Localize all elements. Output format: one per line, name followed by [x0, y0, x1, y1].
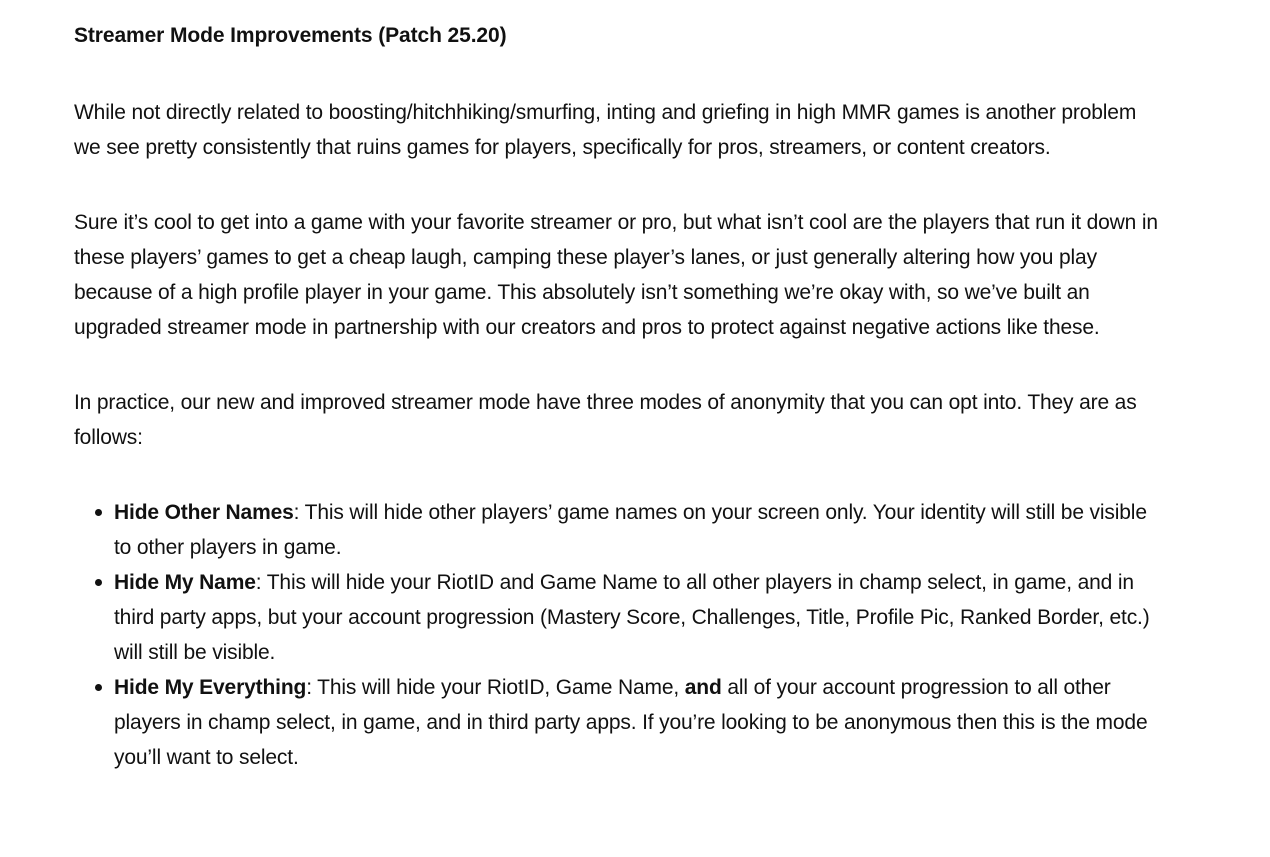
- mode-description-emphasis: and: [684, 676, 722, 699]
- paragraph-context: Sure it’s cool to get into a game with your favorite streamer or pro, but what isn’t cool are the players that run it down in these players’ games to get a cheap laugh, camping these player’s lanes, or just generally altering how you play because of a high profile player in your game. This absolutely isn’t something we’re okay with, so we’ve built an upgraded streamer mode in partnership with our creators and pros to protect against negative actions like these.: [74, 211, 1158, 339]
- list-item-hide-my-name: [114, 565, 1164, 670]
- mode-title: Hide My Name: [114, 571, 256, 594]
- mode-description-end: all of your account progression to all other players in champ select, in game, and in third party apps. If you’re looking to be anonymous then this is the mode you’ll want to select.: [114, 676, 1148, 769]
- bullet-dot-icon: [95, 579, 102, 586]
- list-item-hide-other-names: [114, 495, 1164, 565]
- article-body: [74, 20, 1164, 775]
- mode-description: : This will hide your RiotID and Game Name to all other players in champ select, in game, and in third party apps, but your account progression (Mastery Score, Challenges, Title, Profile Pic, Ranked Border, etc.) will still be visible.: [114, 571, 1150, 664]
- bullet-dot-icon: [95, 509, 102, 516]
- mode-description: : This will hide other players’ game names on your screen only. Your identity will still be visible to other players in game.: [114, 501, 1147, 559]
- section-heading: Streamer Mode Improvements (Patch 25.20): [74, 24, 507, 47]
- mode-title: Hide My Everything: [114, 676, 307, 699]
- paragraph-modes-intro: In practice, our new and improved streamer mode have three modes of anonymity that you can opt into. They are as follows:: [74, 391, 1137, 449]
- mode-title: Hide Other Names: [114, 501, 294, 524]
- bullet-dot-icon: [95, 684, 102, 691]
- paragraph-intro: While not directly related to boosting/hitchhiking/smurfing, inting and griefing in high MMR games is another problem we see pretty consistently that ruins games for players, specifically for pros, streamers, or content creators.: [74, 101, 1137, 159]
- list-item-hide-my-everything: [114, 670, 1164, 775]
- anonymity-modes-list: [74, 495, 1164, 775]
- mode-description-start: : This will hide your RiotID, Game Name,: [306, 676, 685, 699]
